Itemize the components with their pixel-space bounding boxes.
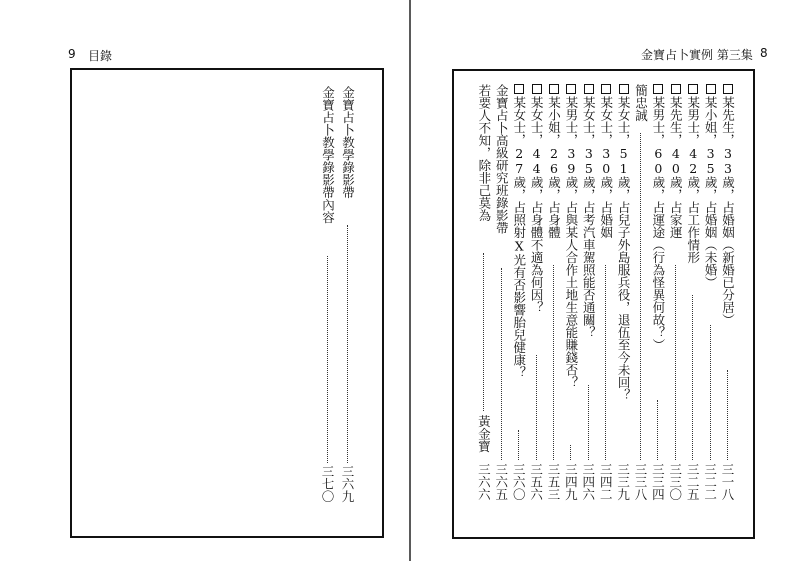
toc-entry-page: 三六五 [493, 463, 509, 501]
toc-entry-page: 三五六 [528, 463, 544, 501]
toc-entry-title: 某女士，27歲，占照射X光有否影響胎兒健康？ [511, 96, 527, 379]
toc-entry [633, 84, 649, 122]
toc-entry [598, 84, 614, 239]
toc-entry [529, 84, 545, 314]
toc-entry-title: 某小姐，26歲，占身體 [546, 96, 562, 239]
left-page-number: 9 [68, 47, 76, 61]
leader-dots [727, 370, 730, 460]
toc-entry [581, 84, 597, 339]
leader-dots [518, 430, 521, 460]
toc-entry-page: 三五三 [546, 463, 561, 501]
toc-entry [494, 84, 510, 234]
toc-entry-title: 金寶占卜高級研究班錄影帶 [494, 84, 510, 234]
toc-entry-page: 三三九 [615, 463, 631, 501]
leader-dots [347, 225, 350, 463]
toc-entry [685, 84, 701, 264]
leader-dots [501, 268, 504, 460]
toc-entry-title: 某男士，42歲，占工作情形 [685, 96, 701, 264]
right-page-number: 8 [760, 46, 768, 60]
toc-entry-page: 三四六 [580, 463, 596, 501]
toc-entry [511, 84, 527, 379]
leader-dots [675, 265, 678, 460]
toc-entry-page: 三三四 [650, 463, 666, 501]
leader-dots [692, 295, 695, 460]
entry-bullet-box-icon [584, 84, 594, 94]
toc-entry-title: 某先生，33歲，占婚姻（新婚已分居） [720, 96, 736, 326]
toc-entry-title: 金寶占卜教學錄影帶 [340, 86, 356, 199]
entry-bullet-box-icon [514, 84, 524, 94]
toc-entry-page: 三七〇 [320, 465, 335, 503]
toc-entry-page: 三二二 [702, 463, 718, 501]
leader-dots [553, 265, 556, 460]
toc-entry [668, 84, 684, 239]
left-page-title: 目錄 [88, 49, 113, 63]
toc-entry [650, 84, 666, 351]
toc-entry-page: 三二五 [685, 463, 701, 501]
toc-entry-author: 黃金寶 [476, 415, 492, 453]
leader-dots [483, 253, 486, 411]
toc-entry [546, 84, 562, 239]
toc-entry-title: 某男士，60歲，占運途（行為怪異何故？） [650, 96, 666, 351]
entry-bullet-box-icon [723, 84, 733, 94]
toc-entry [563, 84, 579, 389]
toc-entry-page: 三三〇 [667, 463, 683, 501]
entry-bullet-box-icon [653, 84, 663, 94]
toc-entry-page: 三一八 [720, 463, 735, 501]
toc-entry-title: 簡忠誠 [633, 84, 649, 122]
toc-entry-title: 某女士，51歲，占兒子外島服兵役，退伍至今未回？ [616, 96, 632, 401]
toc-entry-title: 某女士，44歲，占身體不適為何因？ [529, 96, 545, 314]
entry-bullet-box-icon [688, 84, 698, 94]
toc-entry [476, 84, 492, 222]
leader-dots [605, 265, 608, 460]
leader-dots [640, 133, 643, 460]
leader-dots [570, 445, 573, 460]
entry-bullet-box-icon [532, 84, 542, 94]
toc-entry-title: 某女士，35歲，占考汽車駕照能否通關？ [581, 96, 597, 339]
toc-entry [616, 84, 632, 401]
toc-entry-title: 某小姐，35歲，占婚姻（未婚） [703, 96, 719, 289]
entry-bullet-box-icon [671, 84, 681, 94]
leader-dots [710, 325, 713, 460]
toc-entry [703, 84, 719, 289]
toc-entry-title: 金寶占卜教學錄影帶內容 [320, 86, 336, 224]
entry-bullet-box-icon [706, 84, 716, 94]
toc-entry-page: 三六〇 [511, 463, 527, 501]
entry-bullet-box-icon [566, 84, 576, 94]
page-gutter [409, 0, 411, 561]
toc-entry-page: 三三八 [633, 463, 648, 501]
toc-entry-page: 三六九 [340, 465, 355, 503]
leader-dots [327, 256, 330, 463]
toc-entry-page: 三六六 [476, 463, 492, 501]
left-toc-frame [70, 68, 384, 538]
toc-entry-page: 三四九 [563, 463, 579, 501]
right-toc-frame [452, 69, 755, 539]
leader-dots [536, 355, 539, 460]
entry-bullet-box-icon [619, 84, 629, 94]
toc-entry-page: 三四二 [598, 463, 614, 501]
entry-bullet-box-icon [601, 84, 611, 94]
leader-dots [588, 385, 591, 460]
entry-bullet-box-icon [549, 84, 559, 94]
toc-entry-title: 某先生，40歲，占家運 [668, 96, 684, 239]
right-page-header-title: 金寶占卜實例 第三集 [641, 48, 753, 62]
toc-entry [720, 84, 736, 326]
leader-dots [657, 400, 660, 460]
toc-entry-title: 某男士，39歲，占與某人合作土地生意能賺錢否？ [563, 96, 579, 389]
toc-entry-title: 某女士，30歲，占婚姻 [598, 96, 614, 239]
toc-entry-title: 若要人不知，除非己莫為 [476, 84, 492, 222]
